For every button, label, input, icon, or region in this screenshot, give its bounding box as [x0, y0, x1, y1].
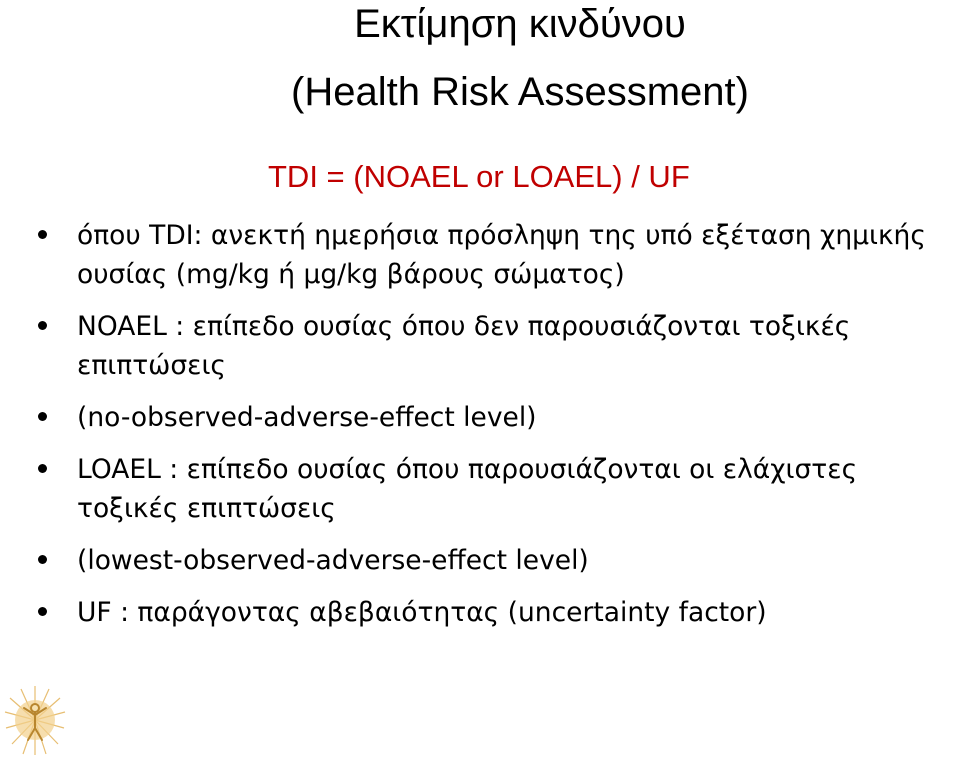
bullet-item-loael-definition [0, 450, 960, 528]
bullet-dot-icon [38, 555, 47, 564]
bullet-text: NOAEL : επίπεδο ουσίας όπου δεν παρουσιάζονται τοξικές επιπτώσεις [77, 311, 851, 381]
bullet-text: LOAEL : επίπεδο ουσίας όπου παρουσιάζονται οι ελάχιστες τοξικές επιπτώσεις [77, 454, 858, 524]
bullet-item-noael-definition [0, 307, 960, 385]
slide-title-english: (Health Risk Assessment) [291, 70, 749, 114]
bullet-item-noael-expansion [0, 398, 960, 437]
bullet-item-loael-expansion [0, 541, 960, 580]
bullet-item-tdi-definition [0, 216, 960, 294]
bullet-dot-icon [38, 464, 47, 473]
bullet-text: (lowest-observed-adverse-effect level) [77, 545, 589, 576]
tdi-formula: TDI = (NOAEL or LOAEL) / UF [268, 159, 690, 194]
bullet-dot-icon [38, 412, 47, 421]
slide-title-greek: Εκτίμηση κινδύνου [354, 2, 686, 46]
bullet-dot-icon [38, 230, 47, 239]
bullet-text: (no-observed-adverse-effect level) [77, 402, 537, 433]
bullet-text: UF : παράγοντας αβεβαιότητας (uncertainty factor) [77, 597, 767, 628]
university-seal-icon [4, 684, 66, 756]
bullet-text: όπου TDI: ανεκτή ημερήσια πρόσληψη της υπό εξέταση χημικής ουσίας (mg/kg ή μg/kg βάρους σώματος) [77, 220, 926, 290]
bullet-dot-icon [38, 321, 47, 330]
bullet-item-uf-definition [0, 593, 960, 632]
bullet-dot-icon [38, 607, 47, 616]
bullet-list [0, 216, 960, 645]
